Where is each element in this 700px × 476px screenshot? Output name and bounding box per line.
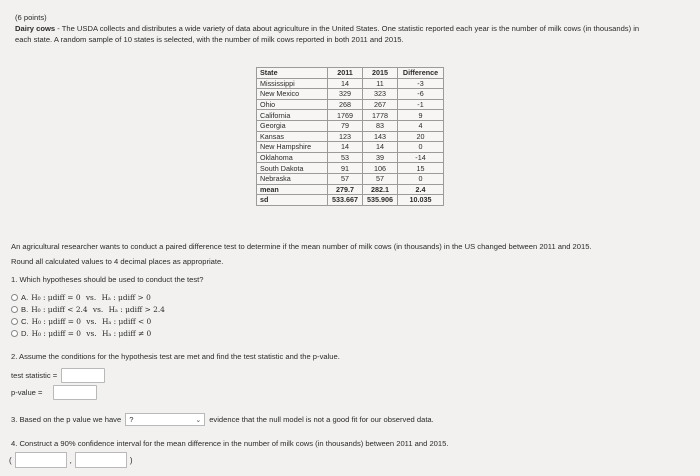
cell-state: Mississippi [257,78,328,89]
sd-cell-label: sd [257,195,328,206]
option-alt-hypothesis: Hₐ : μdiff > 0 [101,293,151,302]
cell-state: South Dakota [257,163,328,174]
ci-close-paren: ) [129,455,133,465]
cell-2015: 106 [363,163,398,174]
radio-button[interactable] [11,330,18,337]
table-row [257,120,444,131]
hypothesis-option-d[interactable] [11,329,151,338]
option-vs: vs. [90,305,106,314]
option-alt-hypothesis: Hₐ : μdiff < 0 [101,317,152,326]
cell-difference: 20 [398,131,444,142]
mean-cell-2011: 279.7 [328,184,363,195]
q3-suffix: evidence that the null model is not a good fit for our observed data. [209,415,434,424]
question-points: (6 points) [15,13,47,22]
cell-state: Nebraska [257,173,328,184]
question-2: 2. Assume the conditions for the hypothesis test are met and find the test statistic and the p-value. [11,352,340,361]
cell-2015: 11 [363,78,398,89]
test-statistic-row [11,368,105,383]
cell-state: Ohio [257,99,328,110]
header-2015: 2015 [363,68,398,79]
cell-difference: -1 [398,99,444,110]
chevron-down-icon: ⌄ [195,416,202,424]
table-row [257,163,444,174]
question-3 [11,413,434,426]
table-row [257,142,444,153]
cell-state: Georgia [257,120,328,131]
cell-state: California [257,110,328,121]
cell-state: New Mexico [257,89,328,100]
table-row [257,99,444,110]
cell-difference: -14 [398,152,444,163]
hypothesis-option-c[interactable] [11,317,151,326]
radio-button[interactable] [11,318,18,325]
cell-2011: 53 [328,152,363,163]
ci-open-paren: ( [9,455,12,465]
option-vs: vs. [83,329,99,338]
cell-2011: 1769 [328,110,363,121]
cell-difference: 0 [398,142,444,153]
test-statistic-label: test statistic = [11,371,58,380]
option-null-hypothesis: H₀ : μdiff = 0 [31,317,81,326]
question-intro [15,24,685,45]
cell-state: Oklahoma [257,152,328,163]
evidence-dropdown-value: ? [129,415,134,424]
question-4: 4. Construct a 90% confidence interval for the mean difference in the number of milk cows (in thousands) between 2011 and 2015. [11,439,449,448]
table-row [257,110,444,121]
option-letter: C. [21,317,29,326]
question-1: 1. Which hypotheses should be used to conduct the test? [11,275,204,284]
option-vs: vs. [83,293,99,302]
mean-cell-2015: 282.1 [363,184,398,195]
cell-difference: -6 [398,89,444,100]
sd-cell-difference: 10.035 [398,195,444,206]
option-null-hypothesis: H₀ : μdiff = 0 [31,329,81,338]
ci-lower-input[interactable] [15,452,67,468]
table-row [257,78,444,89]
cell-state: New Hampshire [257,142,328,153]
evidence-dropdown[interactable] [125,413,205,426]
cell-2011: 79 [328,120,363,131]
ci-upper-input[interactable] [75,452,127,468]
radio-button[interactable] [11,294,18,301]
cell-2011: 14 [328,78,363,89]
cell-2011: 14 [328,142,363,153]
cell-difference: 15 [398,163,444,174]
p-value-input[interactable] [53,385,97,400]
sd-cell-2015: 535.906 [363,195,398,206]
question-title: Dairy cows [15,24,56,33]
hypothesis-option-b[interactable] [11,305,165,314]
cell-2015: 1778 [363,110,398,121]
header-2011: 2011 [328,68,363,79]
cell-difference: 0 [398,173,444,184]
confidence-interval-row [9,452,133,468]
option-null-hypothesis: H₀ : μdiff < 2.4 [31,305,88,314]
test-statistic-input[interactable] [61,368,105,383]
p-value-row [11,385,97,400]
header-state: State [257,68,328,79]
intro-line-1: - The USDA collects and distributes a wide variety of data about agriculture in the United States. One statistic reported each year is the number of milk cows (in thousands) in [55,24,640,33]
radio-button[interactable] [11,306,18,313]
option-letter: A. [21,293,29,302]
table-row [257,173,444,184]
cell-2015: 83 [363,120,398,131]
rounding-instruction: Round all calculated values to 4 decimal places as appropriate. [11,257,224,266]
cell-2015: 14 [363,142,398,153]
cell-difference: -3 [398,78,444,89]
p-value-label: p-value = [11,388,43,397]
option-vs: vs. [83,317,99,326]
intro-line-2: each state. A random sample of 10 states is selected, with the number of milk cows reported in both 2011 and 2015. [15,34,404,44]
table-row [257,131,444,142]
cell-2011: 91 [328,163,363,174]
milk-cows-table [256,67,444,206]
header-difference: Difference [398,68,444,79]
cell-difference: 4 [398,120,444,131]
q3-prefix: 3. Based on the p value we have [11,415,122,424]
table-row [257,152,444,163]
option-alt-hypothesis: Hₐ : μdiff ≠ 0 [101,329,152,338]
cell-2011: 57 [328,173,363,184]
context-text: An agricultural researcher wants to conduct a paired difference test to determine if the mean number of milk cows (in thousands) in the US changed between 2011 and 2015. [11,242,592,251]
cell-state: Kansas [257,131,328,142]
cell-2015: 267 [363,99,398,110]
option-letter: B. [21,305,29,314]
table-sd-row [257,195,444,206]
cell-2011: 329 [328,89,363,100]
cell-2011: 123 [328,131,363,142]
cell-2015: 39 [363,152,398,163]
cell-2015: 57 [363,173,398,184]
cell-difference: 9 [398,110,444,121]
option-letter: D. [21,329,29,338]
hypothesis-option-a[interactable] [11,293,151,302]
cell-2015: 323 [363,89,398,100]
sd-cell-2011: 533.667 [328,195,363,206]
table-mean-row [257,184,444,195]
table-header-row [257,68,444,79]
option-alt-hypothesis: Hₐ : μdiff > 2.4 [108,305,165,314]
table-row [257,89,444,100]
mean-cell-label: mean [257,184,328,195]
cell-2015: 143 [363,131,398,142]
ci-comma: , [69,455,72,465]
option-null-hypothesis: H₀ : μdiff = 0 [31,293,81,302]
cell-2011: 268 [328,99,363,110]
mean-cell-difference: 2.4 [398,184,444,195]
